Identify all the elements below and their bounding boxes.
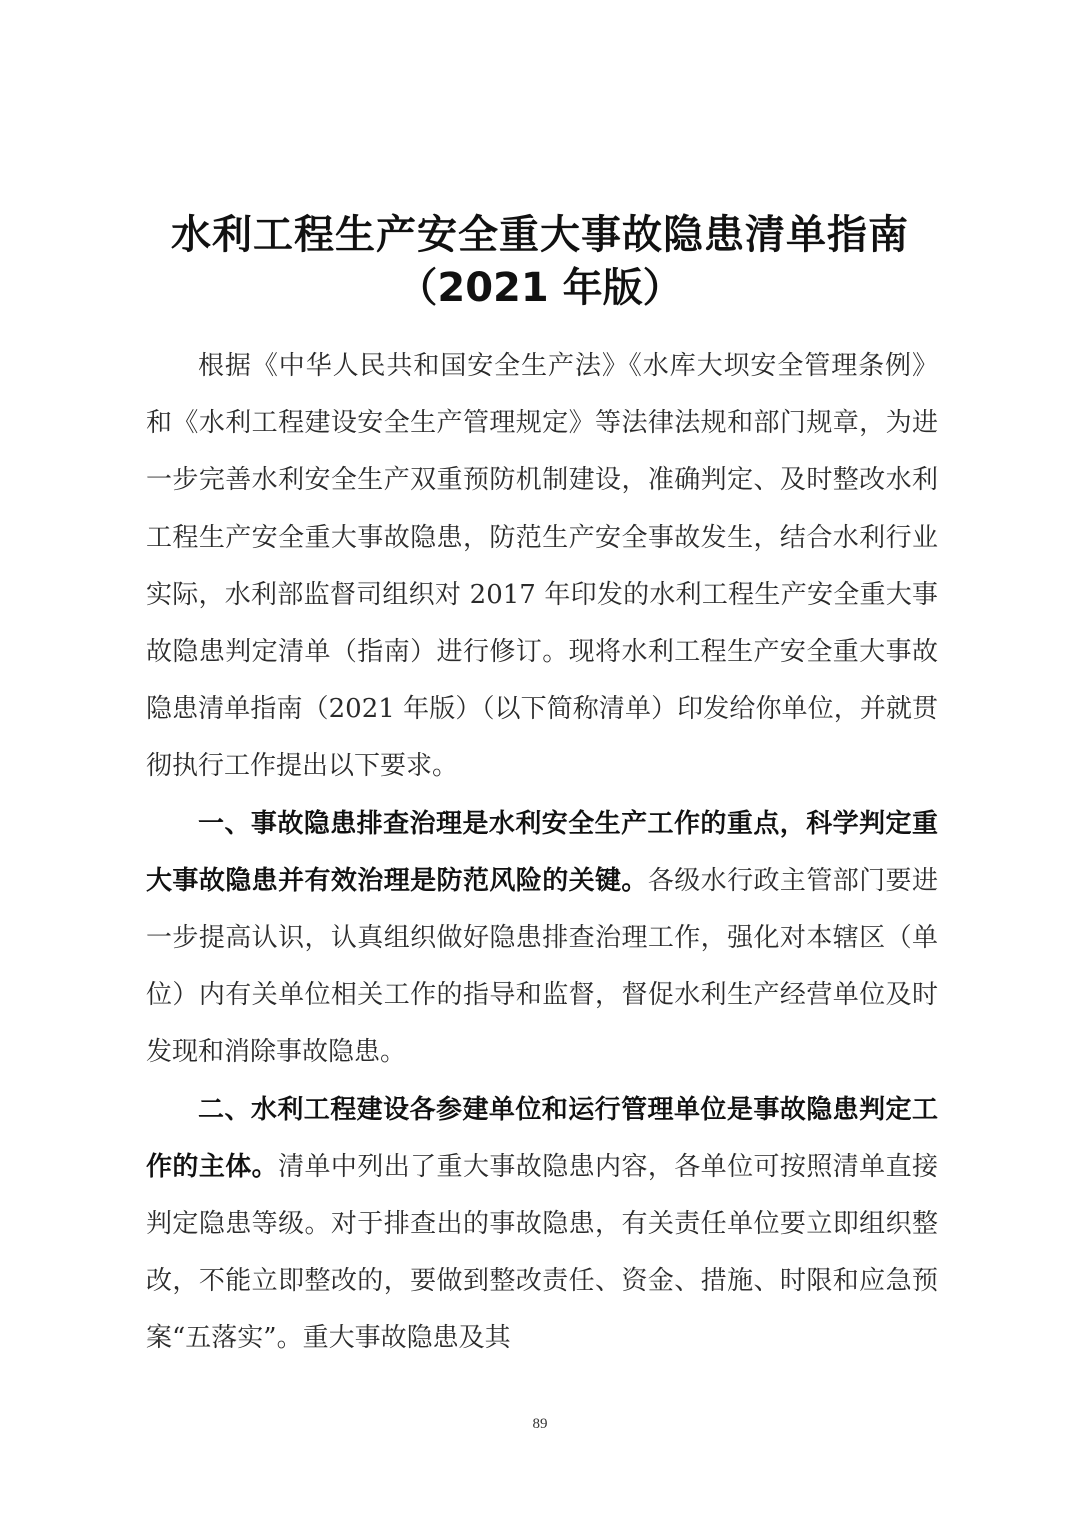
paragraph-lead: 二、水利工程建设各参建单位和运行管理单位是事故隐患判定工作的主体。 [146, 1094, 938, 1182]
document-subtitle: （2021 年版） [397, 265, 683, 311]
paragraph-point-2 [146, 1082, 938, 1368]
document-body [146, 338, 938, 1368]
document-title: 水利工程生产安全重大事故隐患清单指南 [171, 212, 909, 258]
paragraph-point-1 [146, 796, 938, 1082]
paragraph-text: 各级水行政主管部门要进一步提高认识，认真组织做好隐患排查治理工作，强化对本辖区（单位）内有关单位相关工作的指导和监督，督促水利生产经营单位及时发现和消除事故隐患。 [146, 865, 938, 1068]
paragraph-lead: 一、事故隐患排查治理是水利安全生产工作的重点，科学判定重大事故隐患并有效治理是防范风险的关键。 [146, 808, 938, 896]
paragraph-text: 清单中列出了重大事故隐患内容，各单位可按照清单直接判定隐患等级。对于排查出的事故隐患，有关责任单位要立即组织整改，不能立即整改的，要做到整改责任、资金、措施、时限和应急预案“五落实”。重大事故隐患及其 [146, 1151, 938, 1354]
paragraph-text: 根据《中华人民共和国安全生产法》《水库大坝安全管理条例》和《水利工程建设安全生产管理规定》等法律法规和部门规章，为进一步完善水利安全生产双重预防机制建设，准确判定、及时整改水利工程生产安全重大事故隐患，防范生产安全事故发生，结合水利行业实际，水利部监督司组织对 2017 年印发的水利工程生产安全重大事故隐患判定清单（指南）进行修订。现将水利工程生产安全重大事故隐患清单指南（2021 年版）（以下简称清单）印发给你单位，并就贯彻执行工作提出以下要求。 [146, 351, 938, 782]
paragraph-intro [146, 338, 938, 796]
page-number: 89 [532, 1416, 548, 1432]
